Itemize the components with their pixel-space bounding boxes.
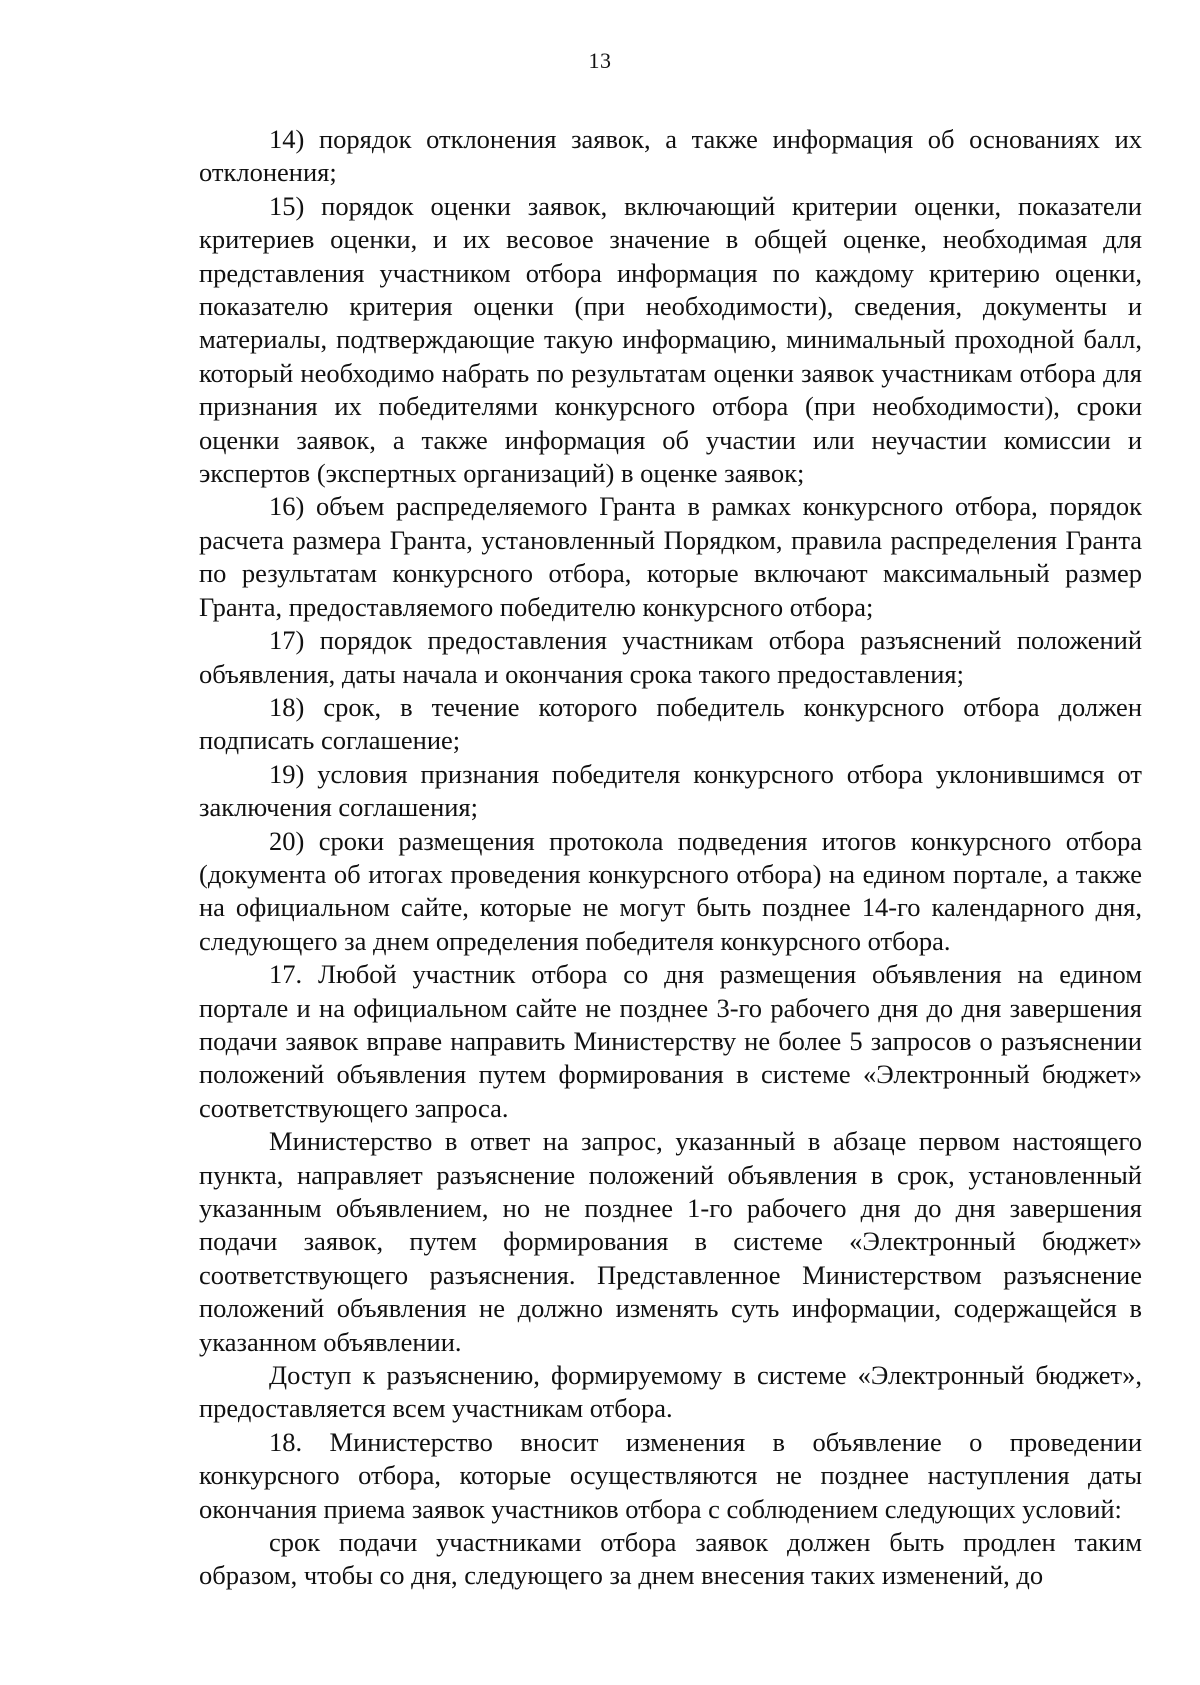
document-body <box>199 123 1142 1593</box>
paragraph-item-15: 15) порядок оценки заявок, включающий критерии оценки, показатели критериев оценки, и их весовое значение в общей оценке, необходимая для представления участником отбора информация по каждому критерию оценки, показателю критерия оценки (при необходимости), сведения, документы и материалы, подтверждающие такую информацию, минимальный проходной балл, который необходимо набрать по результатам оценки заявок участникам отбора для признания их победителями конкурсного отбора (при необходимости), сроки оценки заявок, а также информация об участии или неучастии комиссии и экспертов (экспертных организаций) в оценке заявок; <box>199 190 1142 489</box>
paragraph-clause-17-access: Доступ к разъяснению, формируемому в системе «Электронный бюджет», предоставляется всем участникам отбора. <box>199 1360 1142 1424</box>
paragraph-item-17: 17) порядок предоставления участникам отбора разъяснений положений объявления, даты начала и окончания срока такого предоставления; <box>199 625 1142 689</box>
paragraph-item-20: 20) сроки размещения протокола подведения итогов конкурсного отбора (документа об итогах проведения конкурсного отбора) на едином портале, а также на официальном сайте, которые не могут быть позднее 14-го календарного дня, следующего за днем определения победителя конкурсного отбора. <box>199 825 1142 956</box>
paragraph-item-14: 14) порядок отклонения заявок, а также информация об основаниях их отклонения; <box>199 124 1142 188</box>
paragraph-clause-17: 17. Любой участник отбора со дня размещения объявления на едином портале и на официальном сайте не позднее 3-го рабочего дня до дня завершения подачи заявок вправе направить Министерству не более 5 запросов о разъяснении положений объявления путем формирования в системе «Электронный бюджет» соответствующего запроса. <box>199 959 1142 1123</box>
paragraph-clause-18: 18. Министерство вносит изменения в объявление о проведении конкурсного отбора, которые осуществляются не позднее наступления даты окончания приема заявок участников отбора с соблюдением следующих условий: <box>199 1426 1142 1524</box>
paragraph-item-19: 19) условия признания победителя конкурсного отбора уклонившимся от заключения соглашения; <box>199 758 1142 823</box>
paragraph-clause-18-condition: срок подачи участниками отбора заявок должен быть продлен таким образом, чтобы со дня, следующего за днем внесения таких изменений, до <box>199 1527 1142 1591</box>
paragraph-item-18: 18) срок, в течение которого победитель конкурсного отбора должен подписать соглашение; <box>199 691 1142 756</box>
paragraph-clause-17-response: Министерство в ответ на запрос, указанный в абзаце первом настоящего пункта, направляет разъяснение положений объявления в срок, установленный указанным объявлением, но не позднее 1-го рабочего дня до дня завершения подачи заявок, путем формирования в системе «Электронный бюджет» соответствующего разъяснения. Представленное Министерством разъяснение положений объявления не должно изменять суть информации, содержащейся в указанном объявлении. <box>199 1126 1142 1357</box>
paragraph-item-16: 16) объем распределяемого Гранта в рамках конкурсного отбора, порядок расчета размера Гранта, установленный Порядком, правила распределения Гранта по результатам конкурсного отбора, которые включают максимальный размер Гранта, предоставляемого победителю конкурсного отбора; <box>199 491 1142 622</box>
page-number: 13 <box>588 48 612 73</box>
